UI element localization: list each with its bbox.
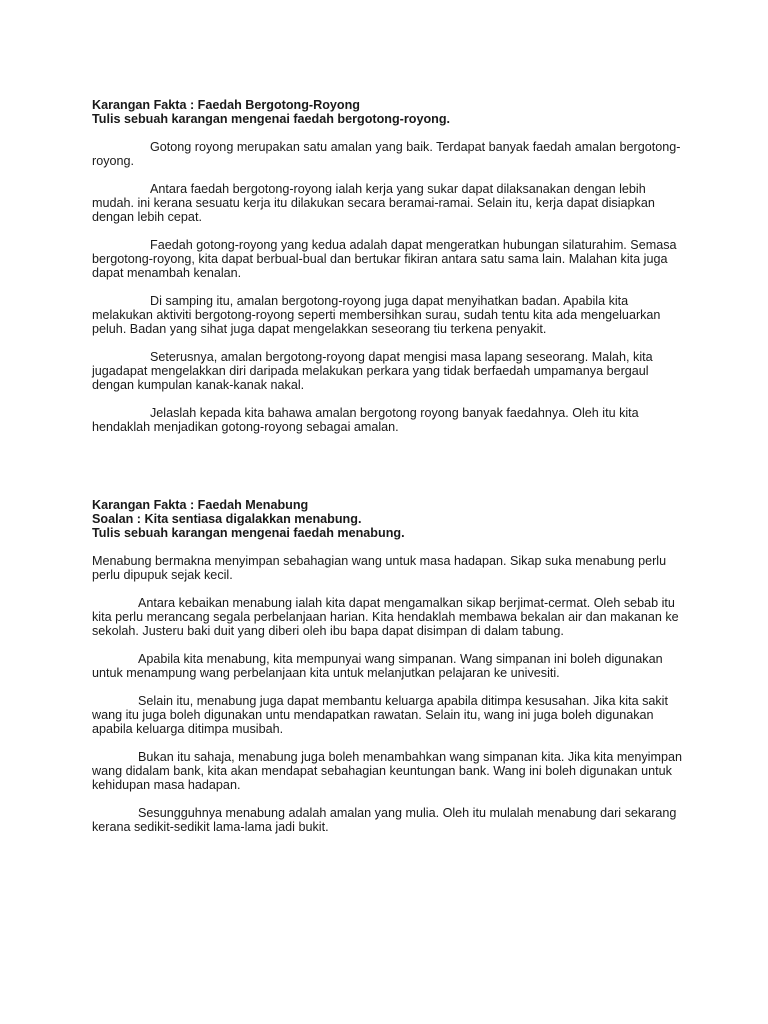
paragraph: Selain itu, menabung juga dapat membantu keluarga apabila ditimpa kesusahan. Jika kita sakit wang itu juga boleh digunakan untu mendapatkan rawatan. Selain itu, wang ini juga boleh digunakan apabila keluarga ditimpa musibah.: [92, 694, 668, 736]
paragraph: Gotong royong merupakan satu amalan yang baik. Terdapat banyak faedah amalan bergotong-royong.: [92, 140, 681, 168]
paragraph: Antara kebaikan menabung ialah kita dapat mengamalkan sikap berjimat-cermat. Oleh sebab itu kita perlu merancang segala perbelanjaan harian. Kita hendaklah membawa bekalan air dan makanan ke sekolah. Justeru baki duit yang diberi oleh ibu bapa dapat disimpan di dalam tabung.: [92, 596, 679, 638]
essay-title: Karangan Fakta : Faedah Menabung: [92, 498, 309, 512]
paragraph: Jelaslah kepada kita bahawa amalan bergotong royong banyak faedahnya. Oleh itu kita hendaklah menjadikan gotong-royong sebagai amalan.: [92, 406, 639, 434]
paragraph: Apabila kita menabung, kita mempunyai wang simpanan. Wang simpanan ini boleh digunakan untuk menampung wang perbelanjaan kita untuk melanjutkan pelajaran ke univesiti.: [92, 652, 663, 680]
essay-prompt: Tulis sebuah karangan mengenai faedah menabung.: [92, 526, 405, 540]
paragraph: Antara faedah bergotong-royong ialah kerja yang sukar dapat dilaksanakan dengan lebih mudah. ini kerana sesuatu kerja itu dilakukan secara beramai-ramai. Selain itu, kerja dapat disiapkan dengan lebih cepat.: [92, 182, 655, 224]
paragraph: Sesungguhnya menabung adalah amalan yang mulia. Oleh itu mulalah menabung dari sekarang kerana sedikit-sedikit lama-lama jadi bukit.: [92, 806, 677, 834]
essay-question: Soalan : Kita sentiasa digalakkan menabung.: [92, 512, 362, 526]
paragraph: Seterusnya, amalan bergotong-royong dapat mengisi masa lapang seseorang. Malah, kita jugadapat mengelakkan diri daripada melakukan perkara yang tidak berfaedah umpamanya bergaul dengan kumpulan kanak-kanak nakal.: [92, 350, 653, 392]
paragraph: Di samping itu, amalan bergotong-royong juga dapat menyihatkan badan. Apabila kita melakukan aktiviti bergotong-royong seperti membersihkan surau, sudah tentu kita ada mengeluarkan peluh. Badan yang sihat juga dapat mengelakkan seseorang tiu terkena penyakit.: [92, 294, 661, 336]
essay-menabung: [92, 498, 682, 834]
paragraph: Bukan itu sahaja, menabung juga boleh menambahkan wang simpanan kita. Jika kita menyimpan wang didalam bank, kita akan mendapat sebahagian keuntungan bank. Wang ini boleh digunakan untuk kehidupan masa hadapan.: [92, 750, 682, 792]
essay-title: Karangan Fakta : Faedah Bergotong-Royong: [92, 98, 360, 112]
essay-prompt: Tulis sebuah karangan mengenai faedah bergotong-royong.: [92, 112, 451, 126]
paragraph: Faedah gotong-royong yang kedua adalah dapat mengeratkan hubungan silaturahim. Semasa bergotong-royong, kita dapat berbual-bual dan bertukar fikiran antara satu sama lain. Malahan kita juga dapat menambah kenalan.: [92, 238, 677, 280]
essay-gotong-royong: [92, 98, 682, 434]
paragraph: Menabung bermakna menyimpan sebahagian wang untuk masa hadapan. Sikap suka menabung perlu perlu dipupuk sejak kecil.: [92, 554, 667, 582]
document-page: [92, 98, 682, 834]
